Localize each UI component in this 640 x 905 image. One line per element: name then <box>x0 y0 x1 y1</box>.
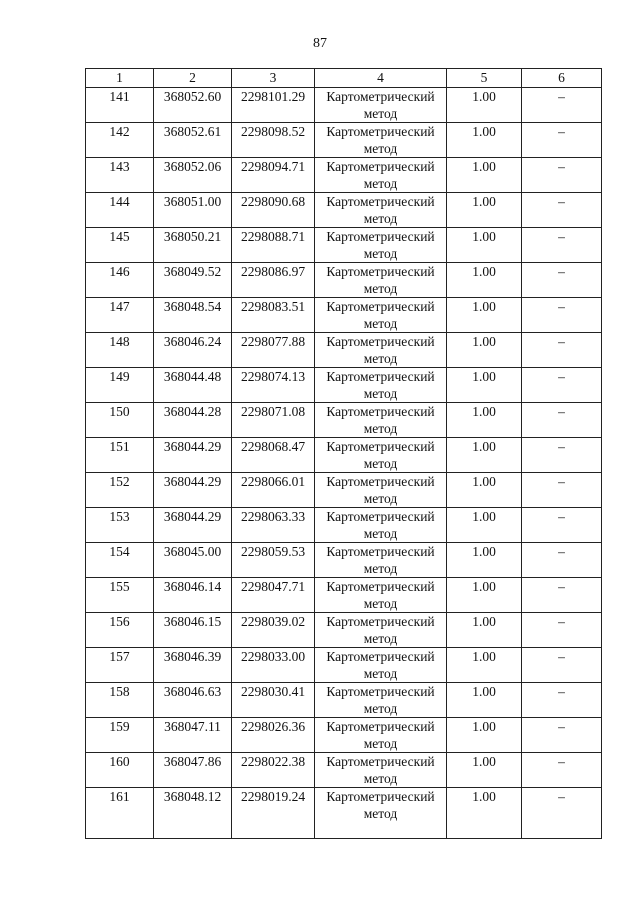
y-coordinate-cell: 2298086.97 <box>232 263 315 298</box>
x-coordinate-cell: 368046.15 <box>154 613 232 648</box>
table-row <box>86 648 602 683</box>
method-line-1: Картометрический <box>326 789 435 804</box>
method-line-2: метод <box>363 141 398 156</box>
method-line-2: метод <box>363 246 398 261</box>
method-line-2: метод <box>363 316 398 331</box>
y-coordinate-cell: 2298039.02 <box>232 613 315 648</box>
point-number-cell: 143 <box>86 158 154 193</box>
x-coordinate-cell: 368047.11 <box>154 718 232 753</box>
method-cell <box>315 648 447 683</box>
y-coordinate-cell: 2298071.08 <box>232 403 315 438</box>
method-line-1: Картометрический <box>326 509 435 524</box>
method-cell <box>315 543 447 578</box>
method-cell <box>315 158 447 193</box>
note-cell: – <box>522 683 602 718</box>
accuracy-cell: 1.00 <box>447 438 522 473</box>
method-line-2: метод <box>363 386 398 401</box>
table-row <box>86 403 602 438</box>
y-coordinate-cell: 2298019.24 <box>232 788 315 839</box>
accuracy-cell: 1.00 <box>447 333 522 368</box>
method-cell <box>315 368 447 403</box>
x-coordinate-cell: 368048.54 <box>154 298 232 333</box>
accuracy-cell: 1.00 <box>447 753 522 788</box>
table-row <box>86 298 602 333</box>
method-cell <box>315 683 447 718</box>
y-coordinate-cell: 2298101.29 <box>232 88 315 123</box>
accuracy-cell: 1.00 <box>447 123 522 158</box>
x-coordinate-cell: 368046.24 <box>154 333 232 368</box>
method-cell <box>315 333 447 368</box>
y-coordinate-cell: 2298066.01 <box>232 473 315 508</box>
method-cell <box>315 298 447 333</box>
note-cell: – <box>522 368 602 403</box>
note-cell: – <box>522 753 602 788</box>
accuracy-cell: 1.00 <box>447 613 522 648</box>
method-cell <box>315 508 447 543</box>
note-cell: – <box>522 648 602 683</box>
table-header <box>86 69 602 88</box>
method-line-2: метод <box>363 351 398 366</box>
method-cell <box>315 403 447 438</box>
note-cell: – <box>522 788 602 839</box>
accuracy-cell: 1.00 <box>447 508 522 543</box>
note-cell: – <box>522 403 602 438</box>
table-row <box>86 88 602 123</box>
method-cell <box>315 263 447 298</box>
method-line-1: Картометрический <box>326 229 435 244</box>
method-line-2: метод <box>363 806 398 821</box>
x-coordinate-cell: 368052.60 <box>154 88 232 123</box>
method-cell <box>315 753 447 788</box>
method-cell <box>315 228 447 263</box>
x-coordinate-cell: 368044.29 <box>154 438 232 473</box>
table-row <box>86 788 602 839</box>
method-line-1: Картометрический <box>326 579 435 594</box>
page-number: 87 <box>313 36 327 51</box>
table-row <box>86 158 602 193</box>
y-coordinate-cell: 2298088.71 <box>232 228 315 263</box>
x-coordinate-cell: 368051.00 <box>154 193 232 228</box>
y-coordinate-cell: 2298022.38 <box>232 753 315 788</box>
header-row <box>86 69 602 88</box>
table-row <box>86 438 602 473</box>
point-number-cell: 159 <box>86 718 154 753</box>
method-line-2: метод <box>363 106 398 121</box>
method-line-2: метод <box>363 596 398 611</box>
y-coordinate-cell: 2298030.41 <box>232 683 315 718</box>
method-line-1: Картометрический <box>326 264 435 279</box>
method-line-1: Картометрический <box>326 299 435 314</box>
accuracy-cell: 1.00 <box>447 88 522 123</box>
accuracy-cell: 1.00 <box>447 683 522 718</box>
table-row <box>86 543 602 578</box>
method-line-2: метод <box>363 666 398 681</box>
point-number-cell: 142 <box>86 123 154 158</box>
table-body <box>86 88 602 839</box>
point-number-cell: 154 <box>86 543 154 578</box>
note-cell: – <box>522 88 602 123</box>
table-row <box>86 578 602 613</box>
note-cell: – <box>522 123 602 158</box>
accuracy-cell: 1.00 <box>447 193 522 228</box>
method-line-1: Картометрический <box>326 124 435 139</box>
column-header-1: 1 <box>86 69 154 88</box>
table-row <box>86 333 602 368</box>
x-coordinate-cell: 368046.14 <box>154 578 232 613</box>
y-coordinate-cell: 2298094.71 <box>232 158 315 193</box>
method-line-1: Картометрический <box>326 369 435 384</box>
point-number-cell: 160 <box>86 753 154 788</box>
column-header-3: 3 <box>232 69 315 88</box>
note-cell: – <box>522 193 602 228</box>
method-line-2: метод <box>363 701 398 716</box>
x-coordinate-cell: 368045.00 <box>154 543 232 578</box>
method-line-1: Картометрический <box>326 159 435 174</box>
method-line-2: метод <box>363 561 398 576</box>
y-coordinate-cell: 2298098.52 <box>232 123 315 158</box>
table-row <box>86 193 602 228</box>
note-cell: – <box>522 613 602 648</box>
method-cell <box>315 193 447 228</box>
point-number-cell: 158 <box>86 683 154 718</box>
method-line-1: Картометрический <box>326 194 435 209</box>
method-line-2: метод <box>363 281 398 296</box>
method-line-2: метод <box>363 771 398 786</box>
y-coordinate-cell: 2298047.71 <box>232 578 315 613</box>
x-coordinate-cell: 368044.28 <box>154 403 232 438</box>
method-line-1: Картометрический <box>326 544 435 559</box>
method-line-2: метод <box>363 526 398 541</box>
point-number-cell: 150 <box>86 403 154 438</box>
y-coordinate-cell: 2298026.36 <box>232 718 315 753</box>
method-cell <box>315 613 447 648</box>
accuracy-cell: 1.00 <box>447 578 522 613</box>
y-coordinate-cell: 2298077.88 <box>232 333 315 368</box>
method-line-1: Картометрический <box>326 89 435 104</box>
column-header-4: 4 <box>315 69 447 88</box>
x-coordinate-cell: 368050.21 <box>154 228 232 263</box>
method-line-2: метод <box>363 176 398 191</box>
coordinates-table <box>85 68 602 839</box>
y-coordinate-cell: 2298090.68 <box>232 193 315 228</box>
x-coordinate-cell: 368048.12 <box>154 788 232 839</box>
accuracy-cell: 1.00 <box>447 543 522 578</box>
method-cell <box>315 123 447 158</box>
column-header-6: 6 <box>522 69 602 88</box>
point-number-cell: 157 <box>86 648 154 683</box>
method-line-2: метод <box>363 491 398 506</box>
method-cell <box>315 578 447 613</box>
accuracy-cell: 1.00 <box>447 368 522 403</box>
x-coordinate-cell: 368046.39 <box>154 648 232 683</box>
y-coordinate-cell: 2298068.47 <box>232 438 315 473</box>
method-cell <box>315 788 447 839</box>
x-coordinate-cell: 368052.06 <box>154 158 232 193</box>
method-line-1: Картометрический <box>326 719 435 734</box>
note-cell: – <box>522 333 602 368</box>
method-line-1: Картометрический <box>326 684 435 699</box>
point-number-cell: 155 <box>86 578 154 613</box>
method-line-1: Картометрический <box>326 404 435 419</box>
accuracy-cell: 1.00 <box>447 473 522 508</box>
y-coordinate-cell: 2298033.00 <box>232 648 315 683</box>
accuracy-cell: 1.00 <box>447 263 522 298</box>
point-number-cell: 147 <box>86 298 154 333</box>
method-line-1: Картометрический <box>326 754 435 769</box>
point-number-cell: 141 <box>86 88 154 123</box>
point-number-cell: 152 <box>86 473 154 508</box>
point-number-cell: 149 <box>86 368 154 403</box>
x-coordinate-cell: 368044.29 <box>154 473 232 508</box>
accuracy-cell: 1.00 <box>447 298 522 333</box>
method-line-2: метод <box>363 631 398 646</box>
column-header-5: 5 <box>447 69 522 88</box>
point-number-cell: 148 <box>86 333 154 368</box>
method-cell <box>315 438 447 473</box>
note-cell: – <box>522 438 602 473</box>
method-line-2: метод <box>363 736 398 751</box>
y-coordinate-cell: 2298059.53 <box>232 543 315 578</box>
note-cell: – <box>522 298 602 333</box>
accuracy-cell: 1.00 <box>447 788 522 839</box>
method-line-2: метод <box>363 421 398 436</box>
method-line-1: Картометрический <box>326 334 435 349</box>
y-coordinate-cell: 2298074.13 <box>232 368 315 403</box>
table-row <box>86 368 602 403</box>
x-coordinate-cell: 368049.52 <box>154 263 232 298</box>
method-cell <box>315 718 447 753</box>
table-row <box>86 613 602 648</box>
accuracy-cell: 1.00 <box>447 718 522 753</box>
method-line-2: метод <box>363 456 398 471</box>
method-line-1: Картометрический <box>326 474 435 489</box>
table-row <box>86 508 602 543</box>
y-coordinate-cell: 2298083.51 <box>232 298 315 333</box>
method-cell <box>315 88 447 123</box>
method-line-1: Картометрический <box>326 614 435 629</box>
table-row <box>86 228 602 263</box>
point-number-cell: 161 <box>86 788 154 839</box>
note-cell: – <box>522 158 602 193</box>
x-coordinate-cell: 368052.61 <box>154 123 232 158</box>
note-cell: – <box>522 718 602 753</box>
note-cell: – <box>522 473 602 508</box>
point-number-cell: 146 <box>86 263 154 298</box>
note-cell: – <box>522 263 602 298</box>
accuracy-cell: 1.00 <box>447 158 522 193</box>
note-cell: – <box>522 228 602 263</box>
y-coordinate-cell: 2298063.33 <box>232 508 315 543</box>
accuracy-cell: 1.00 <box>447 228 522 263</box>
method-line-2: метод <box>363 211 398 226</box>
table-row <box>86 123 602 158</box>
point-number-cell: 144 <box>86 193 154 228</box>
note-cell: – <box>522 578 602 613</box>
x-coordinate-cell: 368044.29 <box>154 508 232 543</box>
column-header-2: 2 <box>154 69 232 88</box>
accuracy-cell: 1.00 <box>447 648 522 683</box>
table-row <box>86 473 602 508</box>
table-row <box>86 718 602 753</box>
table-row <box>86 753 602 788</box>
point-number-cell: 151 <box>86 438 154 473</box>
point-number-cell: 145 <box>86 228 154 263</box>
method-cell <box>315 473 447 508</box>
note-cell: – <box>522 543 602 578</box>
method-line-1: Картометрический <box>326 439 435 454</box>
point-number-cell: 156 <box>86 613 154 648</box>
table-row <box>86 263 602 298</box>
note-cell: – <box>522 508 602 543</box>
x-coordinate-cell: 368046.63 <box>154 683 232 718</box>
accuracy-cell: 1.00 <box>447 403 522 438</box>
point-number-cell: 153 <box>86 508 154 543</box>
x-coordinate-cell: 368044.48 <box>154 368 232 403</box>
x-coordinate-cell: 368047.86 <box>154 753 232 788</box>
method-line-1: Картометрический <box>326 649 435 664</box>
table-row <box>86 683 602 718</box>
